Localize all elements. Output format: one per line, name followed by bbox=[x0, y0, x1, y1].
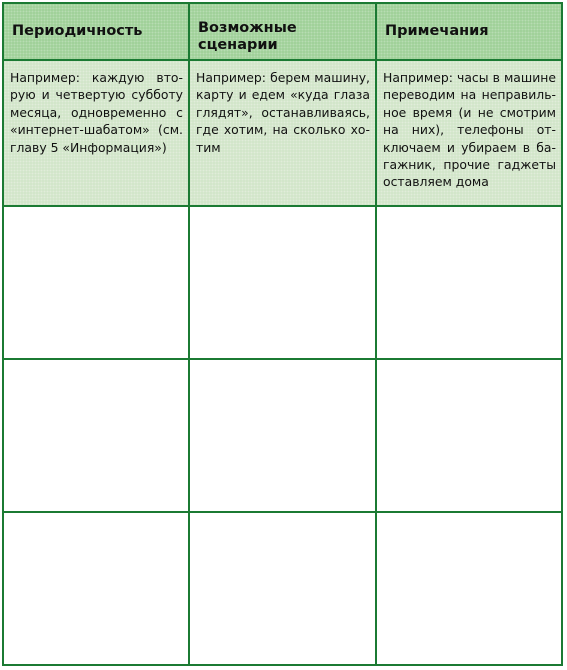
example-scenarios: Например: берем машину, карту и едем «куда глаза глядят», останавливаясь, где хотим, на сколько хотим bbox=[190, 61, 377, 207]
table-cell-empty bbox=[4, 513, 190, 664]
table-cell-empty bbox=[4, 207, 190, 360]
table-cell-empty bbox=[190, 360, 377, 513]
table-cell-empty bbox=[190, 513, 377, 664]
header-periodicity-label: Периодичность bbox=[12, 23, 143, 39]
example-periodicity: Например: каждую вторую и четвертую субботу месяца, одновременно с «интернет-шабатом» (см. главу 5 «Информация») bbox=[4, 61, 190, 207]
header-notes bbox=[377, 4, 561, 61]
header-notes-label: Примечания bbox=[385, 23, 489, 39]
table-cell-empty bbox=[190, 207, 377, 360]
header-scenarios-label: Возможные сценарии bbox=[198, 19, 297, 53]
table-cell-empty bbox=[4, 360, 190, 513]
header-periodicity bbox=[4, 4, 190, 61]
table-cell-empty bbox=[377, 513, 561, 664]
table-cell-empty bbox=[377, 360, 561, 513]
planning-table bbox=[2, 2, 563, 666]
header-scenarios bbox=[190, 4, 377, 61]
table-cell-empty bbox=[377, 207, 561, 360]
example-notes: Например: часы в машине переводим на неправильное время (и не смотрим на них), телефоны отключаем и убираем в багажник, прочие гаджеты оставляем дома bbox=[377, 61, 561, 207]
